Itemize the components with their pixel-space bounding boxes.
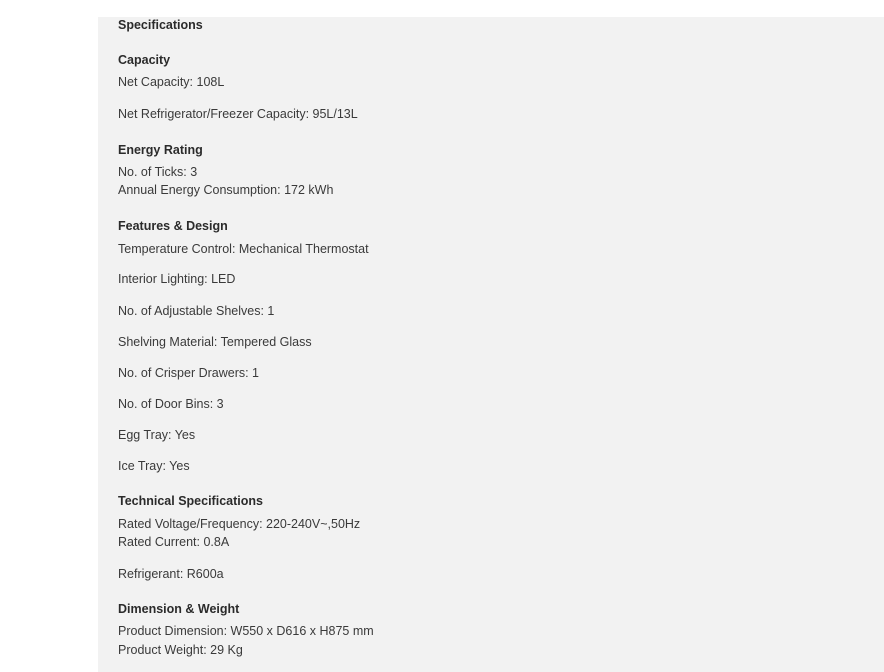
shelving-material-text: Shelving Material: Tempered Glass (118, 335, 312, 349)
annual-energy-consumption-text: Annual Energy Consumption: 172 kWh (118, 183, 334, 197)
product-weight-text: Product Weight: 29 Kg (118, 643, 243, 657)
technical-specifications-heading: Technical Specifications (118, 494, 263, 508)
refrigerant-text: Refrigerant: R600a (118, 567, 224, 581)
features-design-heading: Features & Design (118, 219, 228, 233)
temperature-control-text: Temperature Control: Mechanical Thermostat (118, 242, 369, 256)
capacity-heading: Capacity (118, 53, 171, 67)
ice-tray-text: Ice Tray: Yes (118, 459, 190, 473)
energy-rating-heading: Energy Rating (118, 143, 203, 157)
product-dimension-text: Product Dimension: W550 x D616 x H875 mm (118, 624, 374, 638)
adjustable-shelves-text: No. of Adjustable Shelves: 1 (118, 304, 275, 318)
dimension-weight-heading: Dimension & Weight (118, 602, 240, 616)
rated-current-text: Rated Current: 0.8A (118, 535, 230, 549)
net-capacity-text: Net Capacity: 108L (118, 75, 225, 89)
specifications-title: Specifications (118, 18, 203, 32)
egg-tray-text: Egg Tray: Yes (118, 428, 196, 442)
rated-voltage-frequency-text: Rated Voltage/Frequency: 220-240V~,50Hz (118, 517, 361, 531)
fridge-freezer-capacity-text: Net Refrigerator/Freezer Capacity: 95L/13L (118, 107, 358, 121)
interior-lighting-text: Interior Lighting: LED (118, 272, 236, 286)
door-bins-text: No. of Door Bins: 3 (118, 397, 224, 411)
crisper-drawers-text: No. of Crisper Drawers: 1 (118, 366, 260, 380)
no-of-ticks-text: No. of Ticks: 3 (118, 165, 198, 179)
